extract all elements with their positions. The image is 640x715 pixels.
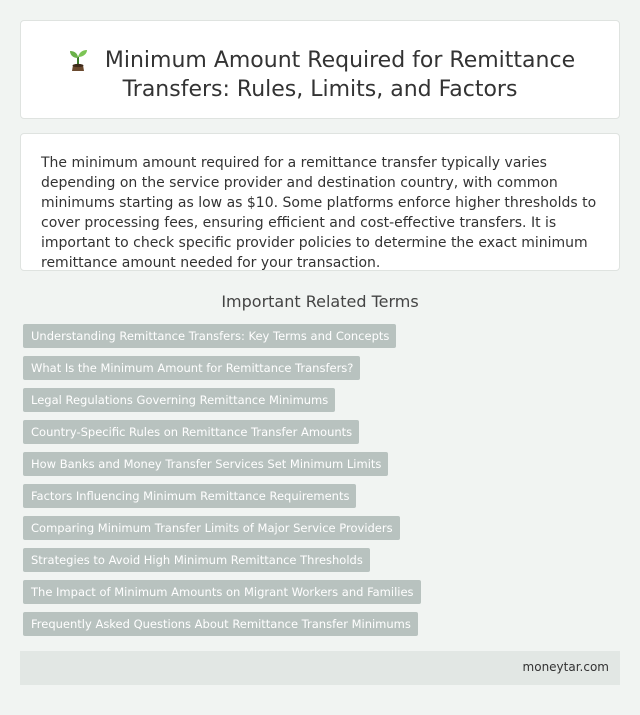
title-card <box>20 20 620 119</box>
related-term-tag[interactable]: Legal Regulations Governing Remittance Minimums <box>23 388 335 412</box>
related-term-tag[interactable]: The Impact of Minimum Amounts on Migrant Workers and Families <box>23 580 421 604</box>
footer <box>20 651 620 685</box>
related-term-tag[interactable]: Understanding Remittance Transfers: Key Terms and Concepts <box>23 324 396 348</box>
related-term-tag[interactable]: Factors Influencing Minimum Remittance Requirements <box>23 484 356 508</box>
related-term-tag[interactable]: How Banks and Money Transfer Services Set Minimum Limits <box>23 452 388 476</box>
related-terms-heading: Important Related Terms <box>221 292 419 311</box>
related-term-tag[interactable]: Country-Specific Rules on Remittance Transfer Amounts <box>23 420 359 444</box>
related-term-tag[interactable]: Frequently Asked Questions About Remittance Transfer Minimums <box>23 612 418 636</box>
summary-text: The minimum amount required for a remittance transfer typically varies depending on the service provider and destination country, with common minimums starting as low as $10. Some platforms enforce higher thresholds to cover processing fees, ensuring efficient and cost-effective transfers. It is important to check specific provider policies to determine the exact minimum remittance amount needed for your transaction. <box>41 155 597 271</box>
title-block <box>21 45 619 104</box>
related-term-tag[interactable]: Strategies to Avoid High Minimum Remittance Thresholds <box>23 548 370 572</box>
seedling-icon <box>65 45 91 71</box>
related-term-tag[interactable]: What Is the Minimum Amount for Remittance Transfers? <box>23 356 360 380</box>
site-name[interactable]: moneytar.com <box>522 660 609 674</box>
related-term-tag[interactable]: Comparing Minimum Transfer Limits of Major Service Providers <box>23 516 400 540</box>
related-terms-list <box>23 324 623 644</box>
page-title: Minimum Amount Required for Remittance Transfers: Rules, Limits, and Factors <box>104 48 576 102</box>
summary-card <box>20 133 620 271</box>
